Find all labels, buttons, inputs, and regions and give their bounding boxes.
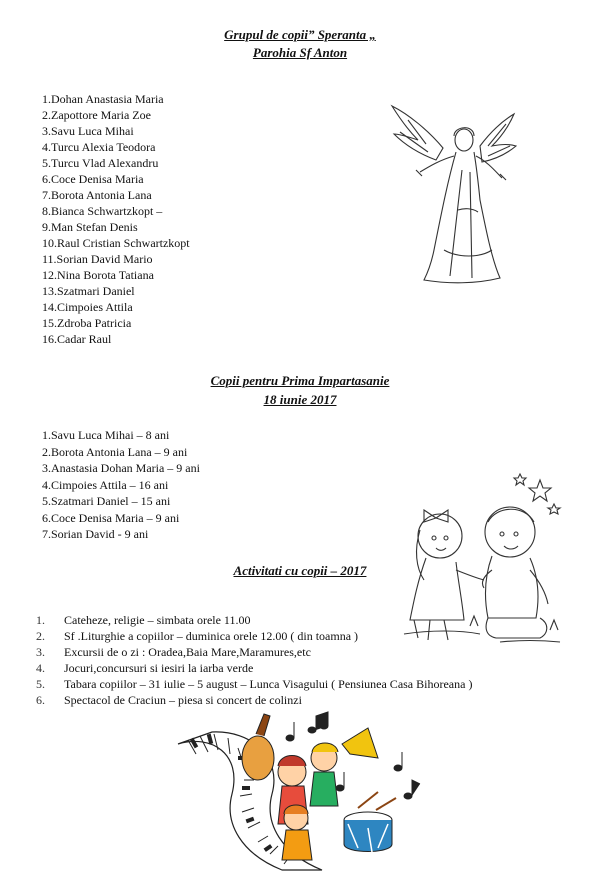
- list-item: 12.Nina Borota Tatiana: [42, 268, 154, 282]
- communion-title: Copii pentru Prima Impartasanie: [210, 373, 390, 388]
- list-item: 5.Szatmari Daniel – 15 ani: [42, 494, 171, 508]
- list-item: 11.Sorian David Mario: [42, 252, 153, 266]
- list-item: 7.Sorian David - 9 ani: [42, 527, 149, 541]
- activity-text: Jocuri,concursuri si iesiri la iarba verde: [64, 661, 254, 675]
- list-item: 8.Bianca Schwartzkopt –: [42, 204, 163, 218]
- list-item: 9.Man Stefan Denis: [42, 220, 138, 234]
- list-item: 1.Savu Luca Mihai – 8 ani: [42, 428, 170, 442]
- activity-number: 4.: [36, 661, 45, 675]
- list-item: 2.Borota Antonia Lana – 9 ani: [42, 444, 188, 459]
- activity-number: 6.: [36, 693, 45, 707]
- activity-text: Cateheze, religie – simbata orele 11.00: [64, 613, 251, 627]
- activity-text: Sf .Liturghie a copiilor – duminica orele 12.00 ( din toamna ): [64, 629, 359, 643]
- activity-text: Excursii de o zi : Oradea,Baia Mare,Maramures,etc: [64, 645, 311, 659]
- list-item: 16.Cadar Raul: [42, 332, 112, 346]
- activities-list: [36, 612, 472, 708]
- list-item: 13.Szatmari Daniel: [42, 284, 135, 298]
- activity-item: [36, 612, 472, 628]
- activity-number: 1.: [36, 613, 45, 627]
- activities-title: Activitati cu copii – 2017: [233, 563, 367, 578]
- activity-item: [36, 692, 472, 708]
- list-item: 6.Coce Denisa Maria – 9 ani: [42, 510, 180, 525]
- group-members-list: [42, 91, 190, 347]
- communion-list: [42, 427, 200, 543]
- activity-text: Tabara copiilor – 31 iulie – 5 august – Lunca Visagului ( Pensiunea Casa Bihoreana ): [64, 677, 473, 691]
- activity-item: [36, 676, 472, 692]
- page-title: Grupul de copii” Speranta „: [224, 27, 376, 42]
- list-item: 5.Turcu Vlad Alexandru: [42, 156, 159, 170]
- communion-date: 18 iunie 2017: [263, 392, 337, 407]
- list-item: 7.Borota Antonia Lana: [42, 188, 152, 202]
- list-item: 15.Zdroba Patricia: [42, 316, 132, 330]
- activity-item: [36, 628, 472, 644]
- list-item: 4.Cimpoies Attila – 16 ani: [42, 477, 169, 492]
- list-item: 6.Coce Denisa Maria: [42, 172, 144, 186]
- list-item: 3.Savu Luca Mihai: [42, 124, 134, 138]
- music-kids-illustration: [172, 714, 432, 874]
- angel-illustration: [388, 100, 538, 292]
- list-item: 3.Anastasia Dohan Maria – 9 ani: [42, 461, 200, 475]
- activity-item: [36, 660, 472, 676]
- list-item: 1.Dohan Anastasia Maria: [42, 92, 164, 106]
- list-item: 14.Cimpoies Attila: [42, 300, 133, 314]
- list-item: 2.Zapottore Maria Zoe: [42, 108, 151, 122]
- activity-text: Spectacol de Craciun – piesa si concert de colinzi: [64, 693, 302, 707]
- page-subtitle: Parohia Sf Anton: [252, 45, 348, 60]
- list-item: 10.Raul Cristian Schwartzkopt: [42, 236, 190, 250]
- list-item: 4.Turcu Alexia Teodora: [42, 140, 156, 154]
- activity-item: [36, 644, 472, 660]
- activity-number: 2.: [36, 629, 45, 643]
- activity-number: 5.: [36, 677, 45, 691]
- activity-number: 3.: [36, 645, 45, 659]
